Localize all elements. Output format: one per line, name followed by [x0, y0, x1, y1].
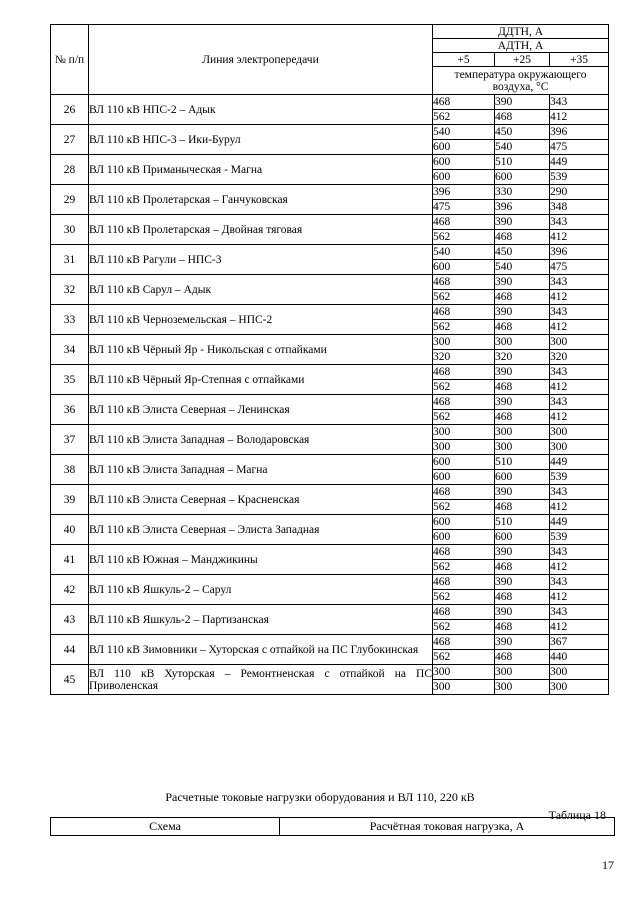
ddtn-value: 390	[495, 635, 550, 650]
ddtn-value: 343	[550, 95, 609, 110]
adtn-value: 300	[550, 440, 609, 455]
adtn-value: 468	[495, 410, 550, 425]
ddtn-value: 390	[495, 575, 550, 590]
adtn-value: 475	[550, 140, 609, 155]
adtn-value: 412	[550, 620, 609, 635]
adtn-value: 562	[433, 230, 495, 245]
ddtn-value: 300	[433, 335, 495, 350]
ddtn-value: 300	[550, 425, 609, 440]
adtn-value: 396	[495, 200, 550, 215]
header-temp-5: +5	[433, 53, 495, 67]
adtn-value: 468	[495, 290, 550, 305]
ddtn-value: 343	[550, 215, 609, 230]
table-row	[51, 635, 609, 650]
ddtn-value: 396	[550, 125, 609, 140]
ddtn-value: 510	[495, 455, 550, 470]
table-body	[51, 95, 609, 695]
ddtn-value: 300	[550, 665, 609, 680]
adtn-value: 600	[495, 170, 550, 185]
adtn-value: 468	[495, 230, 550, 245]
table-row	[51, 215, 609, 230]
table-row	[51, 605, 609, 620]
ddtn-value: 450	[495, 125, 550, 140]
adtn-value: 562	[433, 650, 495, 665]
row-number: 32	[51, 275, 89, 305]
adtn-value: 412	[550, 380, 609, 395]
line-name: ВЛ 110 кВ Яшкуль-2 – Партизанская	[89, 605, 433, 635]
adtn-value: 300	[495, 680, 550, 695]
ddtn-value: 343	[550, 545, 609, 560]
line-name: ВЛ 110 кВ Хуторская – Ремонтненская с отпайкой на ПС Приволенская	[89, 665, 433, 695]
ddtn-value: 343	[550, 395, 609, 410]
adtn-value: 468	[495, 620, 550, 635]
adtn-value: 600	[495, 470, 550, 485]
adtn-value: 562	[433, 620, 495, 635]
adtn-value: 540	[495, 260, 550, 275]
ddtn-value: 468	[433, 395, 495, 410]
table-row	[51, 665, 609, 680]
row-number: 30	[51, 215, 89, 245]
table18-caption: Расчетные токовые нагрузки оборудования и ВЛ 110, 220 кВ	[165, 790, 475, 804]
table-row	[51, 365, 609, 380]
adtn-value: 300	[550, 680, 609, 695]
ddtn-value: 468	[433, 545, 495, 560]
ddtn-value: 343	[550, 605, 609, 620]
row-number: 40	[51, 515, 89, 545]
ddtn-value: 343	[550, 365, 609, 380]
table18-header-scheme: Схема	[51, 818, 280, 836]
ddtn-value: 390	[495, 605, 550, 620]
ddtn-value: 390	[495, 275, 550, 290]
adtn-value: 600	[433, 470, 495, 485]
ddtn-value: 300	[495, 425, 550, 440]
adtn-value: 562	[433, 110, 495, 125]
adtn-value: 539	[550, 170, 609, 185]
row-number: 26	[51, 95, 89, 125]
ddtn-value: 390	[495, 395, 550, 410]
ddtn-value: 510	[495, 155, 550, 170]
ddtn-value: 468	[433, 575, 495, 590]
ddtn-value: 396	[433, 185, 495, 200]
adtn-value: 539	[550, 470, 609, 485]
ddtn-value: 390	[495, 95, 550, 110]
ddtn-value: 449	[550, 455, 609, 470]
ddtn-value: 367	[550, 635, 609, 650]
row-number: 27	[51, 125, 89, 155]
row-number: 31	[51, 245, 89, 275]
line-name: ВЛ 110 кВ Яшкуль-2 – Сарул	[89, 575, 433, 605]
ddtn-value: 468	[433, 365, 495, 380]
line-name: ВЛ 110 кВ НПС-2 – Адык	[89, 95, 433, 125]
line-name: ВЛ 110 кВ Элиста Северная – Ленинская	[89, 395, 433, 425]
ddtn-value: 540	[433, 125, 495, 140]
table-row	[51, 575, 609, 590]
adtn-value: 562	[433, 560, 495, 575]
row-number: 38	[51, 455, 89, 485]
table-row	[51, 485, 609, 500]
adtn-value: 475	[550, 260, 609, 275]
line-name: ВЛ 110 кВ Сарул – Адык	[89, 275, 433, 305]
table-row	[51, 425, 609, 440]
ddtn-value: 390	[495, 215, 550, 230]
ddtn-value: 300	[495, 335, 550, 350]
adtn-value: 412	[550, 290, 609, 305]
ddtn-value: 510	[495, 515, 550, 530]
header-line: Линия электропередачи	[89, 25, 433, 95]
table-row	[51, 275, 609, 290]
line-name: ВЛ 110 кВ Черноземельская – НПС-2	[89, 305, 433, 335]
row-number: 28	[51, 155, 89, 185]
row-number: 29	[51, 185, 89, 215]
adtn-value: 540	[495, 140, 550, 155]
row-number: 45	[51, 665, 89, 695]
adtn-value: 468	[495, 560, 550, 575]
adtn-value: 412	[550, 410, 609, 425]
adtn-value: 412	[550, 590, 609, 605]
table-row	[51, 305, 609, 320]
adtn-value: 412	[550, 500, 609, 515]
line-name: ВЛ 110 кВ Чёрный Яр - Никольская с отпайками	[89, 335, 433, 365]
ddtn-value: 390	[495, 305, 550, 320]
table-row	[51, 125, 609, 140]
header-ddtn: ДДТН, А	[433, 25, 609, 39]
table18-label: Таблица 18	[548, 808, 606, 822]
row-number: 39	[51, 485, 89, 515]
adtn-value: 412	[550, 230, 609, 245]
ddtn-value: 343	[550, 275, 609, 290]
ddtn-value: 468	[433, 305, 495, 320]
ddtn-value: 600	[433, 455, 495, 470]
ddtn-value: 468	[433, 635, 495, 650]
adtn-value: 562	[433, 290, 495, 305]
ddtn-value: 390	[495, 365, 550, 380]
adtn-value: 468	[495, 650, 550, 665]
header-temperature-label: температура окружающего воздуха, °С	[433, 67, 609, 95]
ddtn-value: 600	[433, 155, 495, 170]
line-name: ВЛ 110 кВ Рагули – НПС-3	[89, 245, 433, 275]
line-name: ВЛ 110 кВ Элиста Западная – Магна	[89, 455, 433, 485]
ddtn-value: 300	[550, 335, 609, 350]
adtn-value: 600	[433, 140, 495, 155]
page-number: 17	[602, 858, 614, 872]
table-row	[51, 185, 609, 200]
adtn-value: 300	[433, 680, 495, 695]
adtn-value: 300	[433, 440, 495, 455]
adtn-value: 562	[433, 590, 495, 605]
row-number: 37	[51, 425, 89, 455]
ddtn-value: 540	[433, 245, 495, 260]
ddtn-value: 449	[550, 155, 609, 170]
line-name: ВЛ 110 кВ Южная – Манджикины	[89, 545, 433, 575]
adtn-value: 600	[433, 260, 495, 275]
table-row	[51, 155, 609, 170]
adtn-value: 468	[495, 110, 550, 125]
adtn-value: 600	[433, 530, 495, 545]
line-capacity-table	[50, 24, 609, 695]
ddtn-value: 300	[433, 425, 495, 440]
adtn-value: 412	[550, 560, 609, 575]
adtn-value: 562	[433, 380, 495, 395]
row-number: 36	[51, 395, 89, 425]
row-number: 34	[51, 335, 89, 365]
row-number: 43	[51, 605, 89, 635]
line-name: ВЛ 110 кВ Пролетарская – Ганчуковская	[89, 185, 433, 215]
table-row	[51, 245, 609, 260]
ddtn-value: 343	[550, 575, 609, 590]
line-name: ВЛ 110 кВ Чёрный Яр-Степная с отпайками	[89, 365, 433, 395]
adtn-value: 320	[433, 350, 495, 365]
line-name: ВЛ 110 кВ Пролетарская – Двойная тяговая	[89, 215, 433, 245]
line-name: ВЛ 110 кВ Элиста Северная – Элиста Западная	[89, 515, 433, 545]
adtn-value: 539	[550, 530, 609, 545]
table18	[50, 817, 615, 836]
table-row	[51, 515, 609, 530]
row-number: 41	[51, 545, 89, 575]
adtn-value: 562	[433, 500, 495, 515]
table-row	[51, 545, 609, 560]
adtn-value: 412	[550, 110, 609, 125]
adtn-value: 468	[495, 590, 550, 605]
adtn-value: 468	[495, 500, 550, 515]
ddtn-value: 468	[433, 95, 495, 110]
adtn-value: 440	[550, 650, 609, 665]
ddtn-value: 390	[495, 485, 550, 500]
ddtn-value: 600	[433, 515, 495, 530]
line-name: ВЛ 110 кВ Элиста Западная – Володаровская	[89, 425, 433, 455]
row-number: 42	[51, 575, 89, 605]
adtn-value: 562	[433, 320, 495, 335]
header-temp-35: +35	[550, 53, 609, 67]
row-number: 33	[51, 305, 89, 335]
line-name: ВЛ 110 кВ Зимовники – Хуторская с отпайкой на ПС Глубокинская	[89, 635, 433, 665]
adtn-value: 412	[550, 320, 609, 335]
ddtn-value: 343	[550, 305, 609, 320]
header-number: № п/п	[51, 25, 89, 95]
ddtn-value: 450	[495, 245, 550, 260]
ddtn-value: 390	[495, 545, 550, 560]
header-temp-25: +25	[495, 53, 550, 67]
adtn-value: 468	[495, 320, 550, 335]
adtn-value: 475	[433, 200, 495, 215]
ddtn-value: 468	[433, 215, 495, 230]
table18-header-load: Расчётная токовая нагрузка, А	[280, 818, 615, 836]
ddtn-value: 290	[550, 185, 609, 200]
ddtn-value: 468	[433, 485, 495, 500]
ddtn-value: 330	[495, 185, 550, 200]
adtn-value: 600	[495, 530, 550, 545]
ddtn-value: 396	[550, 245, 609, 260]
adtn-value: 300	[495, 440, 550, 455]
adtn-value: 562	[433, 410, 495, 425]
adtn-value: 600	[433, 170, 495, 185]
ddtn-value: 343	[550, 485, 609, 500]
adtn-value: 320	[495, 350, 550, 365]
table-row	[51, 455, 609, 470]
ddtn-value: 468	[433, 275, 495, 290]
table-row	[51, 335, 609, 350]
adtn-value: 348	[550, 200, 609, 215]
ddtn-value: 449	[550, 515, 609, 530]
ddtn-value: 300	[433, 665, 495, 680]
header-adtn: АДТН, А	[433, 39, 609, 53]
ddtn-value: 468	[433, 605, 495, 620]
row-number: 44	[51, 635, 89, 665]
line-name: ВЛ 110 кВ Приманыческая - Магна	[89, 155, 433, 185]
table-row	[51, 95, 609, 110]
adtn-value: 320	[550, 350, 609, 365]
line-name: ВЛ 110 кВ Элиста Северная – Красненская	[89, 485, 433, 515]
table-row	[51, 395, 609, 410]
adtn-value: 468	[495, 380, 550, 395]
line-name: ВЛ 110 кВ НПС-3 – Ики-Бурул	[89, 125, 433, 155]
ddtn-value: 300	[495, 665, 550, 680]
row-number: 35	[51, 365, 89, 395]
